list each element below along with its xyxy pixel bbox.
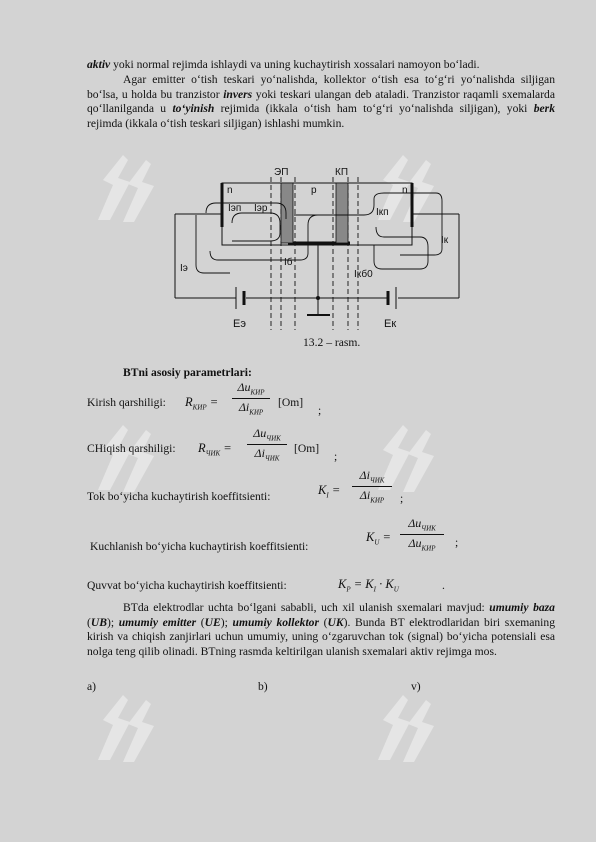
current-gain-label: Tok bo‘yicha kuchaytirish koeffitsienti:: [87, 490, 271, 503]
paragraph-mode-active: [87, 58, 555, 73]
current-gain-fraction: [352, 468, 392, 506]
label-region-n-left: n: [227, 185, 233, 196]
period: .: [442, 579, 445, 592]
battery-emitter: [236, 287, 244, 309]
semicolon: ;: [455, 536, 459, 549]
watermark-logo: [368, 690, 438, 765]
term-aktiv: aktiv: [87, 58, 111, 71]
current-gain-lhs: $K_I$ =: [318, 483, 341, 500]
output-resistance-fraction: [247, 426, 287, 464]
label-current-base: Iб: [284, 257, 293, 268]
term-umumiy-baza: umumiy baza: [489, 601, 555, 614]
numerator-symbol: Δu: [237, 380, 251, 394]
label-current-emitter-r: Iэр: [254, 203, 268, 214]
term-ub: UB: [90, 615, 107, 629]
subscript: I: [373, 585, 376, 594]
label-current-emitter-n: Iэп: [228, 203, 242, 214]
section-heading: BTni asosiy parametrlari:: [123, 366, 252, 379]
subscript: ЧИК: [264, 454, 280, 463]
subscript: I: [326, 491, 329, 500]
subscript: КИР: [192, 403, 207, 412]
paragraph-text: );: [220, 615, 233, 629]
watermark-logo: [88, 690, 158, 765]
paragraph-text: rejimida (ikkala o‘tish ham to‘g‘ri yo‘nalishda siljigan), yoki: [214, 102, 534, 116]
input-resistance-unit: [Om]: [278, 396, 304, 409]
output-resistance-lhs: $R_{ЧИК}$ =: [198, 441, 232, 458]
subscript: P: [346, 585, 351, 594]
watermark-logo: [88, 420, 158, 495]
denominator: [247, 446, 287, 462]
fraction-bar: [247, 444, 287, 445]
denominator: [232, 400, 270, 416]
paragraph-text: ). Bunda BT elektrodlaridan biri sxemaning kirish va chiqish zanjirlari uchun umumiy, uning o‘zgaruvchan tok (signal) bo‘yicha potensiali esa nolga teng qilib olinadi. BTning rasmda keltirilgan ulanish sxemalari aktiv rejimga mos.: [87, 615, 555, 658]
label-current-emitter: Iэ: [180, 263, 188, 274]
battery-collector: [388, 287, 396, 309]
label-junction-kp: КП: [335, 167, 349, 178]
symbol: K: [366, 530, 375, 544]
fraction-bar: [352, 486, 392, 487]
term-toyinish: to‘yinish: [172, 102, 215, 116]
numerator: [232, 380, 270, 396]
subscript: КИР: [250, 388, 265, 397]
label-source-collector: Eк: [384, 318, 397, 330]
paragraph-text: yoki teskari ulangan deb ataladi. Tranzistor raqamli sxemalarda qo‘llanilganda u: [87, 87, 556, 116]
label-region-n-right: n: [402, 185, 408, 196]
output-resistance-unit: [Om]: [294, 442, 320, 455]
subscript: U: [374, 538, 380, 547]
denominator-symbol: Δi: [359, 488, 371, 502]
numerator-symbol: Δu: [408, 516, 422, 530]
label-b: b): [258, 680, 268, 693]
external-circuit: [175, 214, 459, 315]
numerator: [352, 468, 392, 484]
semicolon: ;: [334, 450, 338, 463]
subscript: ЧИК: [266, 434, 281, 443]
symbol: = K: [350, 577, 374, 591]
label-region-p: p: [311, 185, 317, 196]
term-uk: UK: [327, 615, 344, 629]
denominator-symbol: Δi: [254, 446, 265, 460]
fraction-bar: [400, 534, 444, 535]
term-umumiy-emitter: umumiy emitter: [118, 615, 197, 629]
input-resistance-fraction: [232, 380, 270, 418]
term-invers: invers: [223, 87, 253, 101]
label-v: v): [411, 680, 421, 693]
semicolon: ;: [318, 404, 322, 417]
voltage-gain-lhs: $K_U$ =: [366, 530, 391, 547]
label-current-collector-n: Iкп: [376, 207, 389, 218]
symbol: K: [318, 483, 327, 497]
subscript: КИР: [249, 408, 264, 417]
figure-caption: 13.2 – rasm.: [303, 336, 361, 349]
numerator-symbol: Δi: [359, 468, 370, 482]
label-a: a): [87, 680, 97, 693]
paragraph-text: BTda elektrodlar uchta bo‘lgani sababli, uch xil ulanish sxemalari mavjud:: [123, 601, 490, 614]
voltage-gain-label: Kuchlanish bo‘yicha kuchaytirish koeffitsienti:: [90, 540, 309, 553]
paragraph-text: (: [87, 615, 91, 629]
subscript: КИР: [421, 544, 436, 553]
label-current-kb0: Iкб0: [354, 269, 373, 280]
input-resistance-lhs: $R_{КИР}$ =: [185, 395, 219, 412]
paragraph-text: yoki normal rejimda ishlaydi va uning kuchaytirish xossalari namoyon bo‘ladi.: [110, 58, 480, 71]
denominator: [400, 536, 444, 552]
fraction-bar: [232, 398, 270, 399]
paragraph-modes: [87, 73, 555, 131]
collector-junction-region: [336, 183, 348, 243]
junction-node: [316, 296, 320, 300]
numerator: [247, 426, 287, 442]
numerator-symbol: Δu: [253, 426, 267, 440]
paragraph-text: Agar emitter o‘tish teskari yo‘nalishda, kollektor o‘tish esa to‘g‘ri yo‘nalishda siljigan bo‘lsa, u holda bu tranzistor: [87, 73, 555, 101]
symbol: · K: [376, 577, 394, 591]
input-resistance-label: Kirish qarshiligi:: [87, 396, 166, 409]
paragraph-text: rejimda (ikkala o‘tish teskari siljigan) ishlashi mumkin.: [87, 116, 345, 130]
output-resistance-label: CHiqish qarshiligi:: [87, 442, 176, 455]
watermark-logo: [88, 150, 158, 225]
transistor-diagram: [170, 165, 470, 335]
label-current-collector: Iк: [441, 235, 449, 246]
symbol: R: [198, 441, 206, 455]
denominator: [352, 488, 392, 504]
subscript: U: [393, 585, 399, 594]
subscript: ЧИК: [421, 524, 436, 533]
label-junction-ep: ЭП: [274, 167, 289, 178]
voltage-gain-fraction: [400, 516, 444, 554]
paragraph-text: (: [196, 615, 205, 629]
symbol: R: [185, 395, 193, 409]
term-berk: berk: [533, 102, 555, 116]
subscript: ЧИК: [369, 476, 385, 485]
power-gain-label: Quvvat bo‘yicha kuchaytirish koeffitsienti:: [87, 579, 287, 592]
term-umumiy-kollektor: umumiy kollektor: [232, 615, 319, 629]
symbol: K: [338, 577, 347, 591]
denominator-symbol: Δu: [408, 536, 422, 550]
subscript: ЧИК: [205, 449, 221, 458]
numerator: [400, 516, 444, 532]
paragraph-text: (: [318, 615, 328, 629]
paragraph-connection-schemes: [87, 601, 555, 659]
subscript: КИР: [370, 496, 385, 505]
paragraph-text: );: [106, 615, 119, 629]
denominator-symbol: Δi: [238, 400, 250, 414]
semicolon: ;: [400, 492, 404, 505]
emitter-junction-region: [281, 183, 293, 243]
label-source-emitter: Eэ: [233, 318, 246, 330]
power-gain-formula: [338, 577, 399, 594]
term-ue: UE: [204, 615, 221, 629]
